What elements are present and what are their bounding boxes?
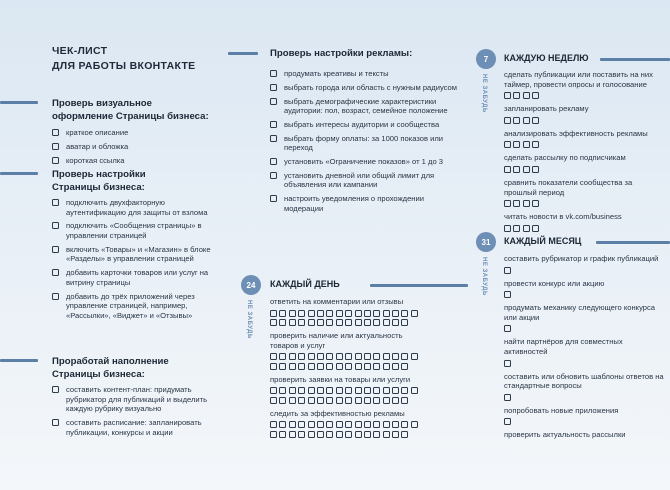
checkbox[interactable] [279,431,286,438]
checkbox[interactable] [298,319,305,326]
checkbox[interactable] [270,353,277,360]
checkbox[interactable] [513,117,520,124]
section-title-settings: Проверь настройки Страницы бизнеса: [52,169,146,193]
checkbox[interactable] [392,363,399,370]
checkbox[interactable] [279,353,286,360]
checkbox[interactable] [523,166,530,173]
task-checkboxes [504,418,664,425]
checkbox[interactable] [52,419,59,426]
checkbox[interactable] [270,363,277,370]
checkbox[interactable] [383,319,390,326]
checkbox[interactable] [270,172,277,179]
checkbox[interactable] [345,363,352,370]
tasks-daily [270,297,430,443]
checkbox[interactable] [401,431,408,438]
checkbox[interactable] [270,387,277,394]
checkbox[interactable] [336,421,343,428]
checkbox[interactable] [270,310,277,317]
checklist-item [52,268,217,287]
checkbox[interactable] [317,431,324,438]
task-checkboxes [504,92,664,99]
checklist-item [270,171,460,190]
checkbox[interactable] [392,310,399,317]
checkbox[interactable] [308,319,315,326]
checkbox[interactable] [270,319,277,326]
task-checkboxes [504,166,664,173]
checklist-ads [270,69,460,218]
checklist-item [52,128,217,138]
task-checkboxes [270,387,420,403]
checkbox[interactable] [317,363,324,370]
checkbox[interactable] [504,418,511,425]
checkbox[interactable] [289,319,296,326]
checkbox[interactable] [52,129,59,136]
checkbox[interactable] [373,353,380,360]
checklist-item-label: включить «Товары» и «Магазин» в блоке «Разделы» в управлении страницей [66,244,211,264]
checkbox[interactable] [401,310,408,317]
divider [600,58,670,61]
checkbox[interactable] [345,353,352,360]
checkbox[interactable] [336,363,343,370]
checklist-item [52,198,217,217]
section-title-visual: Проверь визуальное оформление Страницы бизнеса: [52,98,209,122]
checkbox[interactable] [383,310,390,317]
checkbox[interactable] [523,117,530,124]
checkbox[interactable] [364,363,371,370]
checkbox[interactable] [383,397,390,404]
checklist-item-label: аватар и обложка [66,141,129,151]
checkbox[interactable] [401,363,408,370]
checkbox[interactable] [504,360,511,367]
checkbox[interactable] [289,431,296,438]
checkbox[interactable] [270,158,277,165]
checkbox[interactable] [270,195,277,202]
checkbox[interactable] [532,92,539,99]
checkbox[interactable] [401,421,408,428]
task-label: проверить наличие или актуальность товаров и услуг [270,330,403,350]
checklist-item [52,385,217,414]
checkbox[interactable] [383,421,390,428]
checkbox[interactable] [270,98,277,105]
checkbox[interactable] [345,397,352,404]
badge-weekly: 7 [476,49,496,69]
checkbox[interactable] [504,325,511,332]
checkbox[interactable] [279,397,286,404]
checkbox[interactable] [504,141,511,148]
checkbox[interactable] [270,135,277,142]
checkbox[interactable] [270,431,277,438]
checkbox[interactable] [373,431,380,438]
checkbox[interactable] [345,431,352,438]
checkbox[interactable] [308,363,315,370]
checkbox[interactable] [345,310,352,317]
checkbox[interactable] [336,387,343,394]
task-label: читать новости в vk.com/business [504,212,622,222]
checkbox[interactable] [392,353,399,360]
checkbox[interactable] [373,363,380,370]
checkbox[interactable] [279,421,286,428]
checkbox[interactable] [513,225,520,232]
checkbox[interactable] [345,387,352,394]
checklist-item [52,418,217,437]
checkbox[interactable] [355,387,362,394]
divider [596,241,670,244]
checkbox[interactable] [532,117,539,124]
checkbox[interactable] [336,397,343,404]
checkbox[interactable] [504,267,511,274]
checkbox[interactable] [279,387,286,394]
task-checkboxes [504,267,664,274]
checklist-item-label: установить «Ограничение показов» от 1 до 3 [284,157,444,167]
checklist-item-label: краткое описание [66,128,129,137]
tasks-weekly [504,70,664,237]
checklist-item [52,156,217,166]
checkbox[interactable] [317,387,324,394]
checklist-item [270,120,460,130]
checkbox[interactable] [326,319,333,326]
checkbox[interactable] [317,353,324,360]
checkbox[interactable] [298,363,305,370]
checklist-item [52,292,217,321]
checklist-visual [52,128,217,169]
checkbox[interactable] [279,319,286,326]
checklist-item-label: составить контент-план: придумать рубрикатор для публикаций и выделить каждую рубрику визуально [66,385,208,414]
checkbox[interactable] [532,141,539,148]
checkbox[interactable] [392,431,399,438]
checkbox[interactable] [401,353,408,360]
checklist-item-label: короткая ссылка [66,155,125,165]
reminder-label-weekly: НЕ ЗАБУДЬ [481,74,487,113]
checkbox[interactable] [373,421,380,428]
task-checkboxes [504,291,664,298]
checkbox[interactable] [513,166,520,173]
checkbox[interactable] [308,387,315,394]
checkbox[interactable] [355,353,362,360]
checklist-item-label: выбрать демографические характеристики аудитории: пол, возраст, семейное положение [284,96,448,116]
section-title-content: Проработай наполнение Страницы бизнеса: [52,356,169,380]
checkbox[interactable] [317,421,324,428]
checkbox[interactable] [523,141,530,148]
checkbox[interactable] [504,166,511,173]
checkbox[interactable] [401,387,408,394]
task-checkboxes [504,225,664,232]
checklist-item-label: установить дневной или общий лимит для объявления или кампании [284,170,435,190]
checklist-item [52,142,217,152]
checkbox[interactable] [326,363,333,370]
checkbox[interactable] [364,387,371,394]
checkbox[interactable] [308,431,315,438]
checkbox[interactable] [383,387,390,394]
checkbox[interactable] [52,269,59,276]
checkbox[interactable] [355,421,362,428]
task-label: попробовать новые приложения [504,405,619,415]
checkbox[interactable] [336,353,343,360]
task-label: анализировать эффективность рекламы [504,128,648,138]
task-label: сделать рассылку по подписчикам [504,153,626,163]
checkbox[interactable] [52,246,59,253]
divider [0,172,38,175]
checkbox[interactable] [326,310,333,317]
checkbox[interactable] [317,310,324,317]
checklist-settings [52,198,217,324]
task-checkboxes [270,310,420,326]
checklist-item-label: добавить карточки товаров или услуг на витрину страницы [66,268,209,287]
checkbox[interactable] [308,397,315,404]
checkbox[interactable] [308,353,315,360]
checkbox[interactable] [504,117,511,124]
checkbox[interactable] [392,421,399,428]
checkbox[interactable] [317,397,324,404]
checkbox[interactable] [532,166,539,173]
checkbox[interactable] [317,319,324,326]
checkbox[interactable] [383,363,390,370]
checkbox[interactable] [373,310,380,317]
checkbox[interactable] [279,310,286,317]
checkbox[interactable] [355,319,362,326]
checkbox[interactable] [336,431,343,438]
checkbox[interactable] [52,222,59,229]
checkbox[interactable] [345,421,352,428]
checkbox[interactable] [326,421,333,428]
checkbox[interactable] [364,319,371,326]
checkbox[interactable] [289,363,296,370]
divider [0,359,38,362]
checkbox[interactable] [298,387,305,394]
checkbox[interactable] [326,397,333,404]
checkbox[interactable] [364,421,371,428]
checkbox[interactable] [336,310,343,317]
checklist-item-label: выбрать форму оплаты: за 1000 показов или переход [284,133,444,153]
task-label: запланировать рекламу [504,104,589,114]
checkbox[interactable] [373,387,380,394]
task-checkboxes [504,117,664,124]
checklist-item-label: подключить «Сообщения страницы» в управлении страницей [66,221,202,240]
checkbox[interactable] [383,353,390,360]
checkbox[interactable] [308,310,315,317]
checklist-item [270,83,460,93]
checkbox[interactable] [364,397,371,404]
checkbox[interactable] [52,293,59,300]
checkbox[interactable] [355,397,362,404]
checklist-item-label: составить расписание: запланировать публикации, конкурсы и акции [66,417,202,437]
checklist-item [52,245,217,264]
checkbox[interactable] [523,200,530,207]
task-label: сравнить показатели сообщества за прошлый период [504,177,633,197]
checklist-item-label: подключить двухфакторную аутентификацию для защиты от взлома [66,198,208,217]
checkbox[interactable] [270,421,277,428]
checkbox[interactable] [513,141,520,148]
checkbox[interactable] [411,421,418,428]
checklist-item-label: добавить до трёх приложений через управление страницей, например, «Рассылки», «Виджет» и «Отзывы» [66,291,195,320]
checkbox[interactable] [298,421,305,428]
checkbox[interactable] [52,157,59,164]
task-checkboxes [504,325,664,332]
checklist-item [270,69,460,79]
checkbox[interactable] [411,387,418,394]
checklist-item-label: выбрать интересы аудитории и сообщества [284,119,440,129]
checkbox[interactable] [364,431,371,438]
checkbox[interactable] [383,431,390,438]
checklist-item-label: выбрать города или область с нужным радиусом [284,82,457,92]
checkbox[interactable] [392,387,399,394]
checkbox[interactable] [298,310,305,317]
reminder-label-monthly: НЕ ЗАБУДЬ [481,257,487,296]
checkbox[interactable] [364,310,371,317]
checkbox[interactable] [513,200,520,207]
divider [0,101,38,104]
checkbox[interactable] [401,397,408,404]
divider [228,52,258,55]
checkbox[interactable] [504,200,511,207]
checkbox[interactable] [504,394,511,401]
page-title: ЧЕК-ЛИСТ ДЛЯ РАБОТЫ ВКОНТАКТЕ [52,45,196,72]
task-label: ответить на комментарии или отзывы [270,297,404,306]
checklist-item [270,97,460,116]
checkbox[interactable] [355,363,362,370]
checkbox[interactable] [270,84,277,91]
checkbox[interactable] [504,225,511,232]
checkbox[interactable] [355,431,362,438]
checkbox[interactable] [411,310,418,317]
checkbox[interactable] [504,291,511,298]
checkbox[interactable] [289,397,296,404]
task-label: составить или обновить шаблоны ответов на стандартные вопросы [504,371,664,391]
task-label: составить рубрикатор и график публикаций [504,254,659,263]
checkbox[interactable] [355,310,362,317]
spacer [504,440,664,444]
checklist-item-label: настроить уведомления о прохождении модерации [284,194,424,213]
task-label: следить за эффективностью рекламы [270,408,405,418]
task-label: найти партнёров для совместных активностей [504,337,623,356]
badge-daily: 24 [241,275,261,295]
heading-weekly: КАЖДУЮ НЕДЕЛЮ [504,53,589,63]
checkbox[interactable] [298,353,305,360]
checkbox[interactable] [298,431,305,438]
checkbox[interactable] [289,387,296,394]
checkbox[interactable] [532,225,539,232]
checkbox[interactable] [392,397,399,404]
checklist-item [270,134,460,153]
checklist-item [270,157,460,167]
checkbox[interactable] [270,397,277,404]
checkbox[interactable] [289,310,296,317]
checkbox[interactable] [336,319,343,326]
checkbox[interactable] [373,319,380,326]
checkbox[interactable] [298,397,305,404]
checkbox[interactable] [270,121,277,128]
heading-daily: КАЖДЫЙ ДЕНЬ [270,279,340,289]
task-label: проверить заявки на товары или услуги [270,374,411,384]
task-checkboxes [270,353,420,369]
checkbox[interactable] [326,387,333,394]
checkbox[interactable] [411,353,418,360]
task-checkboxes [504,141,664,148]
checkbox[interactable] [52,386,59,393]
task-checkboxes [504,200,664,207]
checkbox[interactable] [326,353,333,360]
checkbox[interactable] [345,319,352,326]
checkbox[interactable] [308,421,315,428]
task-label: провести конкурс или акцию [504,278,605,288]
checklist-content [52,385,217,441]
checklist-item [52,221,217,240]
checkbox[interactable] [364,353,371,360]
checklist-item [270,194,460,213]
task-checkboxes [270,421,420,437]
task-label: сделать публикации или поставить на них таймер, провести опросы и голосование [504,70,653,89]
task-checkboxes [504,360,664,367]
checkbox[interactable] [270,70,277,77]
divider [370,284,468,287]
section-title-ads: Проверь настройки рекламы: [270,48,413,59]
reminder-label-daily: НЕ ЗАБУДЬ [246,300,252,339]
checkbox[interactable] [289,353,296,360]
task-label: проверить актуальность рассылки [504,430,626,440]
checkbox[interactable] [52,143,59,150]
checkbox[interactable] [279,363,286,370]
checkbox[interactable] [52,199,59,206]
checklist-item-label: продумать креативы и тексты [284,69,389,78]
checkbox[interactable] [523,92,530,99]
task-label: продумать механику следующего конкурса или акции [504,303,656,322]
checkbox[interactable] [326,431,333,438]
checkbox[interactable] [373,397,380,404]
checkbox[interactable] [504,92,511,99]
checkbox[interactable] [532,200,539,207]
checkbox[interactable] [401,319,408,326]
checkbox[interactable] [513,92,520,99]
checkbox[interactable] [523,225,530,232]
task-checkboxes [504,394,664,401]
checkbox[interactable] [289,421,296,428]
checkbox[interactable] [392,319,399,326]
tasks-monthly [504,254,664,444]
badge-monthly: 31 [476,232,496,252]
heading-monthly: КАЖДЫЙ МЕСЯЦ [504,236,582,246]
